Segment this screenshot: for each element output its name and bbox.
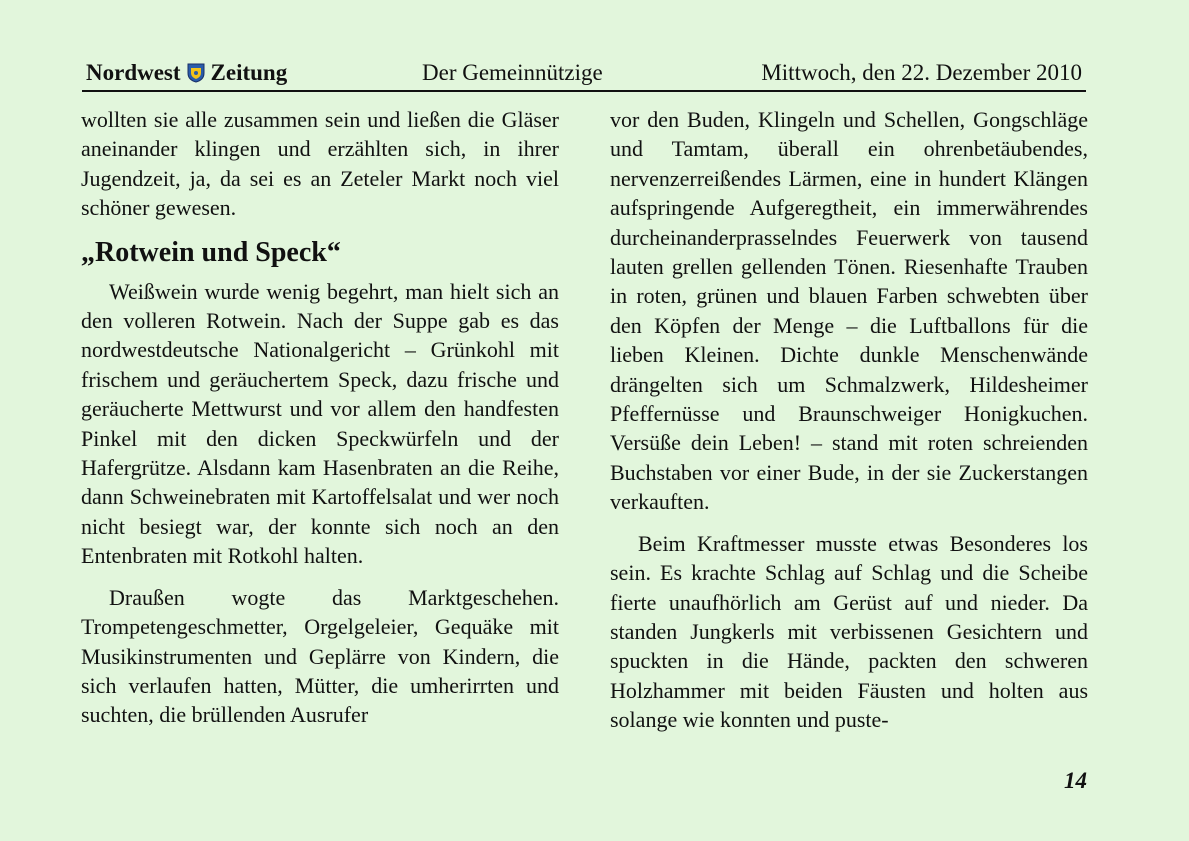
section-heading: „Rotwein und Speck“ bbox=[81, 236, 341, 268]
paragraph: Weißwein wurde wenig begehrt, man hielt sich an den volleren Rotwein. Nach der Suppe gab es das nordwestdeutsche Nationalgericht – Grünkohl mit frischem und geräuchertem Speck, dazu frische und geräucherte Mettwurst und vor allem den handfesten Pinkel mit den dicken Speckwürfeln und der Hafergrütze. Alsdann kam Hasenbraten an die Reihe, dann Schweinebraten mit Kartoffelsalat und wer noch nicht besiegt war, der konnte sich noch an den Entenbraten mit Rotkohl halten. bbox=[81, 278, 559, 569]
paragraph: Draußen wogte das Marktgeschehen. Trompetengeschmetter, Orgelgeleier, Gequäke mit Musikinstrumenten und Geplärre von Kindern, die sich verlaufen hatten, Mütter, die umherirrten und suchten, die brüllenden Ausrufer bbox=[81, 584, 559, 728]
page-header bbox=[82, 60, 1086, 92]
section-title: Der Gemeinnützige bbox=[422, 60, 603, 85]
newspaper-brand bbox=[86, 60, 287, 86]
paragraph: vor den Buden, Klingeln und Schellen, Gongschläge und Tamtam, überall ein ohrenbetäubendes, nervenzerreißendes Lärmen, eine in hundert Klängen aufspringende Aufgeregtheit, ein immerwährendes durcheinanderprasselndes Feuerwerk von tausend lauten grellen gellenden Tönen. Riesenhafte Trauben in roten, grünen und blauen Farben schwebten über den Köpfen der Menge – die Luftballons für die lieben Kleinen. Dichte dunkle Menschenwände drängelten sich um Schmalzwerk, Hildesheimer Pfeffernüsse und Braunschweiger Honigkuchen. Versüße dein Leben! – stand mit roten schreienden Buchstaben vor einer Bude, in der sie Zuckerstangen verkauften. bbox=[610, 107, 1088, 515]
brand-word-nordwest: Nordwest bbox=[86, 60, 181, 85]
paragraph: Beim Kraftmesser musste etwas Besonderes los sein. Es krachte Schlag auf Schlag und die Scheibe fierte unaufhörlich am Gerüst auf und nieder. Da standen Jungkerls mit verbissenen Gesichtern und spuckten in die Hände, packten den schweren Holzhammer mit beiden Fäusten und holten aus solange wie konnten und puste- bbox=[610, 530, 1088, 733]
paragraph: wollten sie alle zusammen sein und ließen die Gläser aneinander klingen und erzählten sich, in ihrer Jugendzeit, ja, da sei es an Zeteler Markt noch viel schöner gewesen. bbox=[81, 107, 559, 221]
page-number: 14 bbox=[1064, 768, 1087, 793]
left-column bbox=[81, 105, 559, 742]
right-column bbox=[610, 105, 1088, 747]
brand-word-zeitung: Zeitung bbox=[210, 60, 288, 85]
issue-date: Mittwoch, den 22. Dezember 2010 bbox=[761, 60, 1082, 85]
crest-icon bbox=[187, 63, 205, 83]
